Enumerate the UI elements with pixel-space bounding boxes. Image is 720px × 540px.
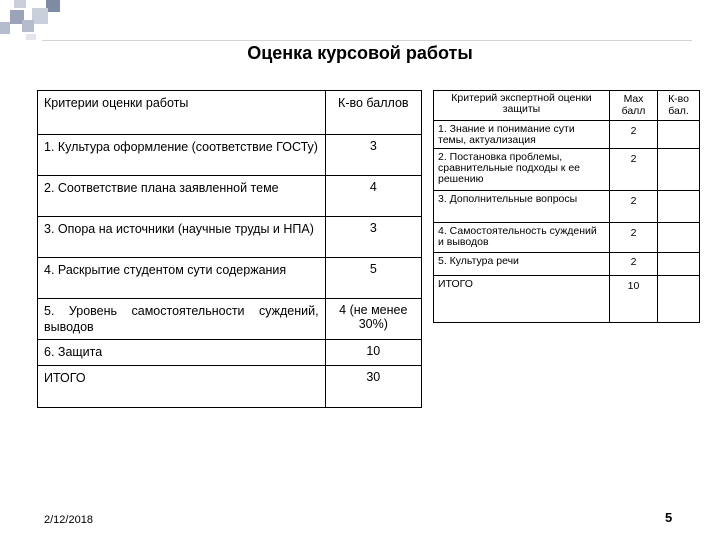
slide-title: Оценка курсовой работы bbox=[247, 43, 473, 63]
decor-square bbox=[0, 22, 10, 34]
points-cell: 3 bbox=[325, 135, 421, 176]
table-row bbox=[434, 223, 700, 253]
defense-assessment-table bbox=[433, 90, 700, 323]
count-cell bbox=[658, 191, 700, 223]
decor-square bbox=[22, 20, 34, 32]
criterion-cell: ИТОГО bbox=[434, 276, 610, 323]
points-cell: 30 bbox=[325, 366, 421, 408]
criterion-cell: ИТОГО bbox=[38, 366, 326, 408]
max-points-cell: 2 bbox=[609, 191, 657, 223]
table-row bbox=[434, 149, 700, 191]
criterion-cell: 2. Соответствие плана заявленной теме bbox=[38, 176, 326, 217]
count-cell bbox=[658, 149, 700, 191]
criterion-cell: 5. Культура речи bbox=[434, 253, 610, 276]
max-points-cell: 2 bbox=[609, 149, 657, 191]
table-row bbox=[38, 258, 422, 299]
slide-number: 5 bbox=[665, 510, 673, 525]
header-divider bbox=[42, 40, 692, 41]
count-cell bbox=[658, 121, 700, 149]
table-row bbox=[434, 276, 700, 323]
count-cell bbox=[658, 223, 700, 253]
max-points-cell: 2 bbox=[609, 121, 657, 149]
column-header-count: К-во бал. bbox=[658, 91, 700, 121]
criterion-cell: 1. Знание и понимание сути темы, актуализация bbox=[434, 121, 610, 149]
points-cell: 4 (не менее 30%) bbox=[325, 299, 421, 340]
table-row bbox=[38, 176, 422, 217]
table-row bbox=[434, 191, 700, 223]
points-cell: 4 bbox=[325, 176, 421, 217]
criterion-cell: 4. Раскрытие студентом сути содержания bbox=[38, 258, 326, 299]
table-header-row bbox=[434, 91, 700, 121]
criterion-cell: 3. Дополнительные вопросы bbox=[434, 191, 610, 223]
column-header-criterion: Критерий экспертной оценки защиты bbox=[434, 91, 610, 121]
criterion-cell: 6. Защита bbox=[38, 340, 326, 366]
criterion-cell: 5. Уровень самостоятельности суждений, выводов bbox=[38, 299, 326, 340]
table-row bbox=[38, 366, 422, 408]
table-row bbox=[38, 340, 422, 366]
table-row bbox=[434, 121, 700, 149]
points-cell: 3 bbox=[325, 217, 421, 258]
table-header-row bbox=[38, 91, 422, 135]
decor-square bbox=[32, 8, 48, 24]
slide-date: 2/12/2018 bbox=[44, 514, 93, 526]
points-cell: 10 bbox=[325, 340, 421, 366]
max-points-cell: 2 bbox=[609, 253, 657, 276]
table-row bbox=[38, 299, 422, 340]
decor-square bbox=[46, 0, 60, 12]
decor-square bbox=[14, 0, 26, 8]
criterion-cell: 3. Опора на источники (научные труды и НПА) bbox=[38, 217, 326, 258]
max-points-cell: 2 bbox=[609, 223, 657, 253]
course-work-criteria-table bbox=[37, 90, 422, 408]
criterion-cell: 4. Самостоятельность суждений и выводов bbox=[434, 223, 610, 253]
decor-square bbox=[26, 34, 36, 40]
table-row bbox=[38, 217, 422, 258]
table-row bbox=[38, 135, 422, 176]
points-cell: 5 bbox=[325, 258, 421, 299]
count-cell bbox=[658, 276, 700, 323]
table-row bbox=[434, 253, 700, 276]
column-header-max-points: Max балл bbox=[609, 91, 657, 121]
criterion-cell: 1. Культура оформление (соответствие ГОСТу) bbox=[38, 135, 326, 176]
criterion-cell: 2. Постановка проблемы, сравнительные подходы к ее решению bbox=[434, 149, 610, 191]
column-header-points: К-во баллов bbox=[325, 91, 421, 135]
column-header-criteria: Критерии оценки работы bbox=[38, 91, 326, 135]
max-points-cell: 10 bbox=[609, 276, 657, 323]
count-cell bbox=[658, 253, 700, 276]
corner-decoration bbox=[0, 0, 70, 40]
